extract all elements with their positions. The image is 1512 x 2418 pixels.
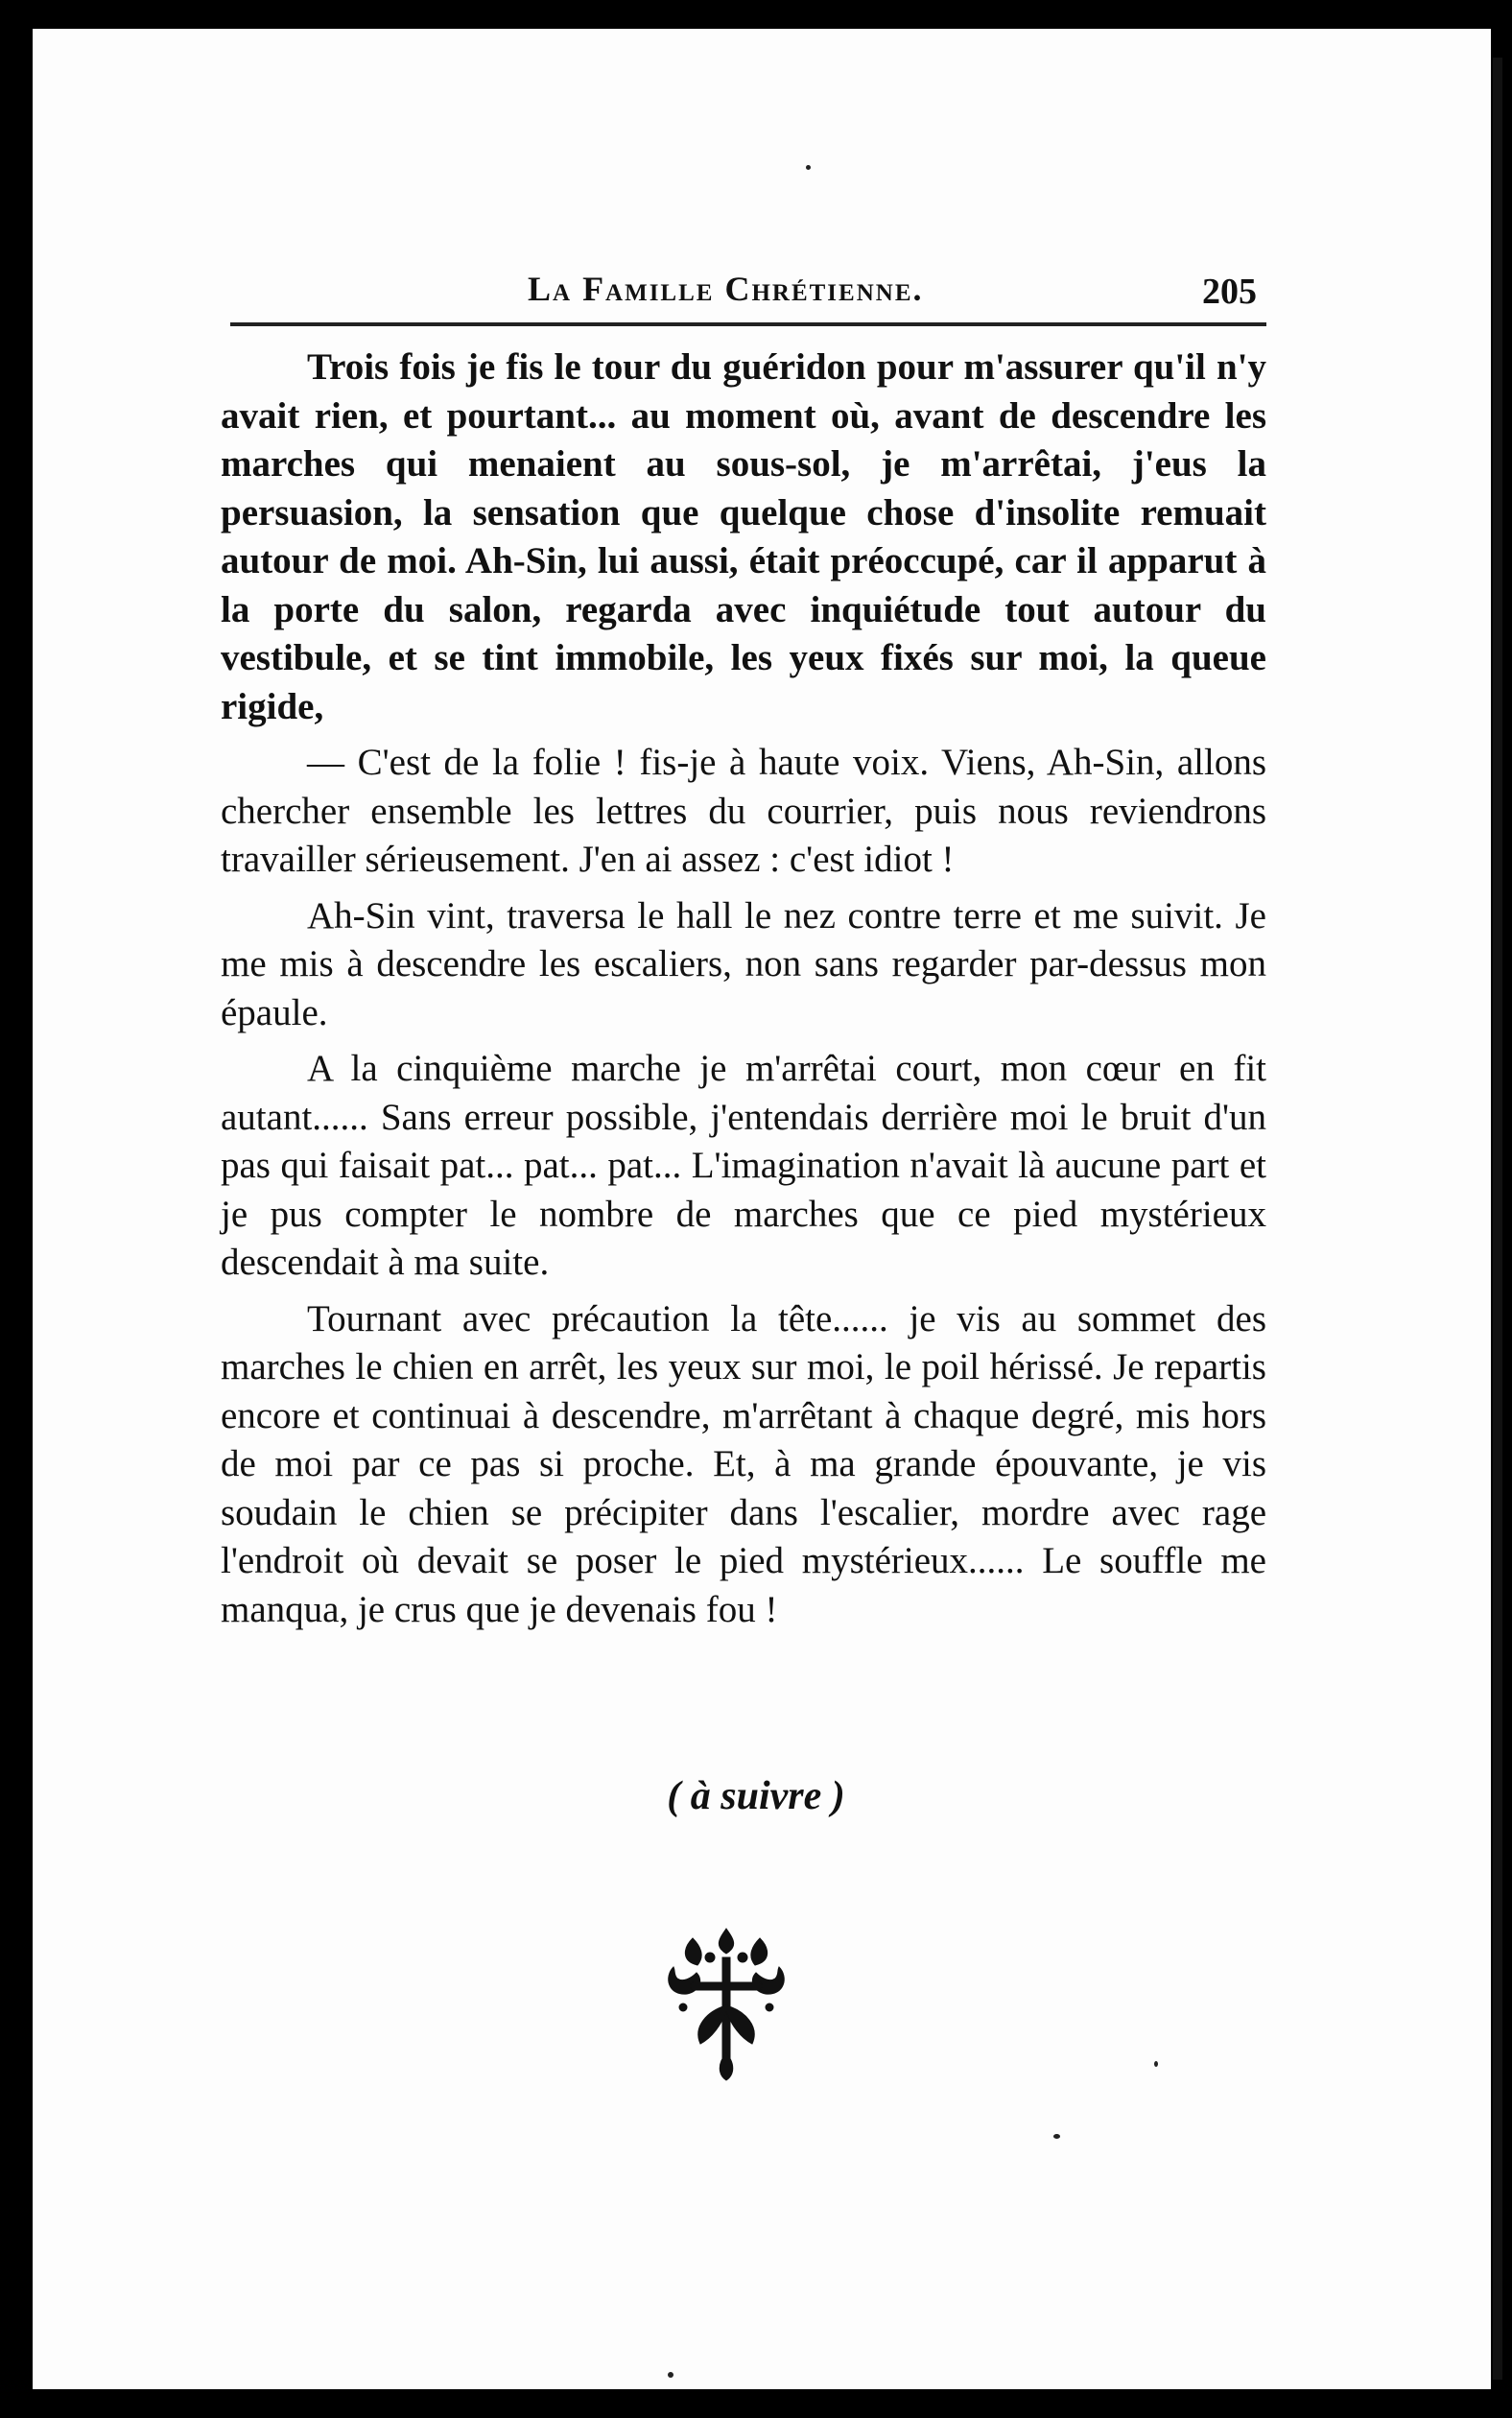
- paragraph: — C'est de la folie ! fis-je à haute voix. Viens, Ah-Sin, allons chercher ensemble les lettres du courrier, puis nous reviendrons travailler sérieusement. J'en ai assez : c'est idiot !: [221, 742, 1266, 880]
- print-speck: [668, 2372, 673, 2378]
- print-speck: [1053, 2134, 1060, 2139]
- page-edge-shadow: [1493, 58, 1502, 2380]
- header-rule: [230, 322, 1266, 326]
- paragraph: Ah-Sin vint, traversa le hall le nez contre terre et me suivit. Je me mis à descendre les escaliers, non sans regarder par-dessus mon épaule.: [221, 894, 1266, 1033]
- continuation-note: ( à suivre ): [667, 1774, 845, 1818]
- paragraph: Tournant avec précaution la tête...... je vis au sommet des marches le chien en arrêt, les yeux sur moi, le poil hérissé. Je repartis encore et continuai à descendre, m'arrêtant à chaque degré, mis hors de moi par ce pas si proche. Et, à ma grande épouvante, je vis soudain le chien se précipiter dans l'escalier, mordre avec rage l'endroit où devait se poser le pied mystérieux...... Le souffle me manqua, je crus que je devenais fou !: [221, 1297, 1266, 1630]
- running-header: [230, 259, 1266, 317]
- print-speck: [806, 165, 811, 170]
- running-title: La Famille Chrétienne.: [528, 270, 924, 308]
- page-number: 205: [1202, 272, 1257, 312]
- body-text: [221, 344, 1266, 1642]
- print-speck: [1154, 2061, 1158, 2067]
- paragraph: A la cinquième marche je m'arrêtai court, mon cœur en fit autant...... Sans erreur possible, j'entendais derrière moi le bruit d'un pas qui faisait pat... pat... pat... L'imagination n'avait là aucune part et je pus compter le nombre de marches que ce pied mystérieux descendait à ma suite.: [221, 1048, 1266, 1283]
- paragraph: Trois fois je fis le tour du guéridon pour m'assurer qu'il n'y avait rien, et pourtant... au moment où, avant de descendre les marches qui menaient au sous-sol, je m'arrêtai, j'eus la persuasion, la sensation que quelque chose d'insolite remuait autour de moi. Ah-Sin, lui aussi, était préoccupé, car il apparut à la porte du salon, regarda avec inquiétude tout autour du vestibule, et se tint immobile, les yeux fixés sur moi, la queue rigide,: [221, 346, 1266, 727]
- floral-tailpiece-ornament-icon: [654, 1919, 798, 2082]
